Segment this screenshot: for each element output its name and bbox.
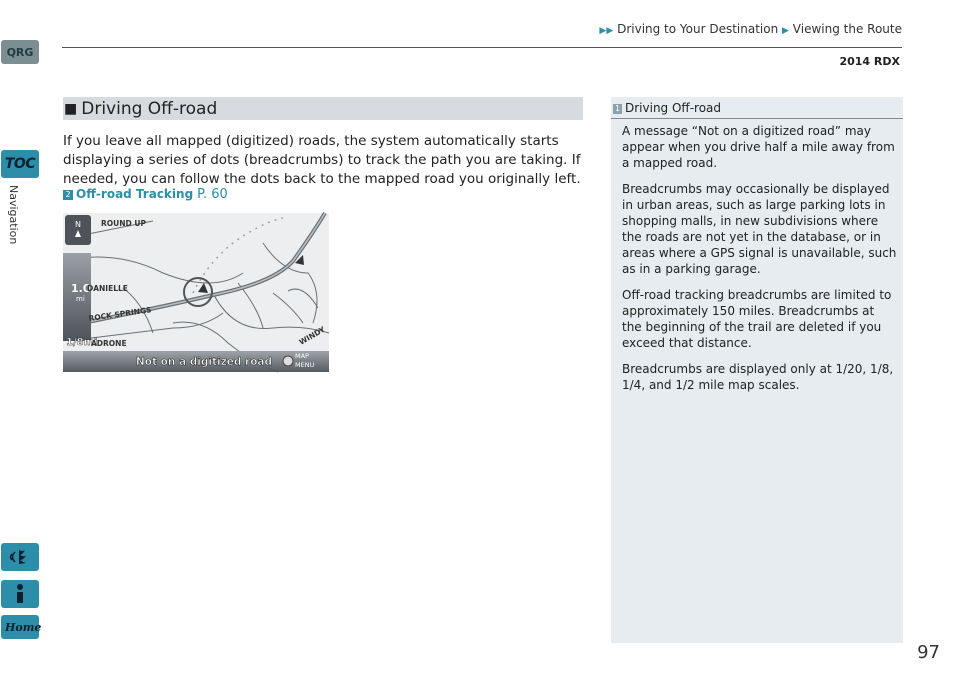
breadcrumb-item[interactable]: Driving to Your Destination <box>617 22 779 36</box>
nav-map-screenshot <box>63 213 329 372</box>
note-paragraph: A message “Not on a digitized road” may appear when you drive half a mile away from a mapped road. <box>622 124 895 170</box>
breadcrumb <box>599 22 902 36</box>
map-menu-label: MENU <box>295 361 315 369</box>
qrg-label: QRG <box>6 45 34 59</box>
map-scale-unit: mi <box>76 295 85 303</box>
square-bullet-icon: ■ <box>64 100 78 117</box>
toc-tab[interactable] <box>1 150 39 178</box>
xref-label[interactable]: Off-road Tracking <box>76 187 194 201</box>
street-label: DANIELLE <box>87 284 128 293</box>
compass-label: N <box>75 220 81 229</box>
map-status-message: Not on a digitized road <box>136 356 273 368</box>
breadcrumb-arrow-icon: ▶ <box>782 26 789 36</box>
model-label: 2014 RDX <box>839 55 900 68</box>
map-scale-value: 1.0 <box>71 282 91 295</box>
street-label: WINDY <box>297 324 327 347</box>
voice-icon <box>7 546 33 568</box>
home-button[interactable] <box>1 615 42 639</box>
svg-text:Home: Home <box>5 621 42 634</box>
cross-reference-link[interactable] <box>63 187 228 202</box>
map-scale-fraction: 1/8mi <box>66 337 98 348</box>
note-title: Driving Off-road <box>625 101 722 115</box>
note-paragraph: Off-road tracking breadcrumbs are limited to approximately 150 miles. Breadcrumbs at the beginning of the trail are deleted if you exceed that distance. <box>622 288 892 350</box>
xref-page[interactable]: P. 60 <box>197 187 228 202</box>
header-divider <box>62 47 902 48</box>
note-divider <box>611 118 903 119</box>
breadcrumb-item[interactable]: Viewing the Route <box>792 22 902 36</box>
note-body <box>622 123 897 403</box>
page-number: 97 <box>917 642 940 663</box>
street-label: ROUND UP <box>101 219 146 228</box>
section-body: If you leave all mapped (digitized) roads, the system automatically starts displaying a series of dots (breadcrumbs) to track the path you are taking. If needed, you can follow the dots back to the mapped road you originally left. <box>63 133 581 187</box>
street-label: ADRONE <box>91 339 127 348</box>
info-button[interactable] <box>1 580 39 608</box>
voice-command-button[interactable] <box>1 543 39 571</box>
note-header <box>611 101 903 115</box>
section-side-label: Navigation <box>7 185 20 245</box>
section-title: Driving Off-road <box>81 98 218 119</box>
map-menu-label: MAP <box>295 352 309 360</box>
section-heading-bar <box>63 97 583 120</box>
note-paragraph: Breadcrumbs may occasionally be displayed in urban areas, such as large parking lots in shopping malls, in new subdivisions where the roads are not yet in the database, or in areas where a GPS signal is unavailable, such as in a parking garage. <box>622 182 897 276</box>
note-icon: 1 <box>614 103 621 113</box>
info-icon <box>13 583 27 605</box>
note-paragraph: Breadcrumbs are displayed only at 1/20, 1/8, 1/4, and 1/2 mile map scales. <box>622 362 894 392</box>
toc-label: TOC <box>4 156 36 172</box>
breadcrumb-arrow-icon: ▶▶ <box>599 26 614 36</box>
street-label: ROCK SPRINGS <box>88 305 153 323</box>
home-icon <box>3 619 42 635</box>
link-arrow-icon: 2 <box>63 190 73 200</box>
qrg-tab[interactable] <box>1 40 39 64</box>
